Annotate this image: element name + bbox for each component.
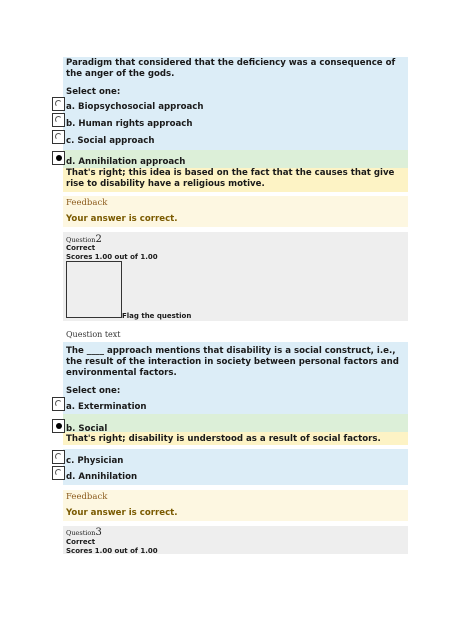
q1-option-c-radio[interactable] xyxy=(52,130,65,144)
q2-score: Scores 1.00 out of 1.00 xyxy=(66,253,158,261)
q2-option-b-label[interactable]: b. Social xyxy=(66,424,108,434)
q1-option-a-label[interactable]: a. Biopsychosocial approach xyxy=(66,102,204,112)
q2-select-label: Select one: xyxy=(66,386,121,396)
q1-prompt: Paradigm that considered that the deficiency was a consequence of the anger of the gods. xyxy=(66,58,396,79)
q1-option-d-radio[interactable] xyxy=(52,151,65,165)
q2-question-text-label: Question text xyxy=(66,330,121,339)
q2-option-d-label[interactable]: d. Annihilation xyxy=(66,472,138,482)
q1-option-d-label[interactable]: d. Annihilation approach xyxy=(66,157,186,167)
q2-option-d-radio[interactable] xyxy=(52,466,65,480)
q3-score: Scores 1.00 out of 1.00 xyxy=(66,547,158,555)
q2-feedback-title: Feedback xyxy=(66,492,108,502)
q2-general-feedback: Your answer is correct. xyxy=(66,508,178,518)
q1-feedback-title: Feedback xyxy=(66,198,108,208)
q2-question-number: 2 xyxy=(95,234,102,245)
q2-option-b-radio[interactable] xyxy=(52,419,65,433)
q2-option-a-radio[interactable] xyxy=(52,397,65,411)
q1-option-b-label[interactable]: b. Human rights approach xyxy=(66,119,193,129)
q1-general-feedback: Your answer is correct. xyxy=(66,214,178,224)
q3-question-word: Question xyxy=(66,529,96,537)
q2-selected-option-bg xyxy=(63,414,408,432)
q1-specific-feedback: That's right; this idea is based on the fact that the causes that give rise to disability have a religious motive. xyxy=(66,168,395,189)
q3-state: Correct xyxy=(66,538,96,546)
q2-option-c-radio[interactable] xyxy=(52,450,65,464)
q1-option-a-radio[interactable] xyxy=(52,97,65,111)
q2-flag-box[interactable] xyxy=(66,261,122,318)
q1-option-b-radio[interactable] xyxy=(52,113,65,127)
q2-option-c-label[interactable]: c. Physician xyxy=(66,456,124,466)
q2-option-a-label[interactable]: a. Extermination xyxy=(66,402,147,412)
q2-question-word: Question xyxy=(66,236,96,244)
q2-state: Correct xyxy=(66,244,96,252)
q1-select-label: Select one: xyxy=(66,87,121,97)
q3-question-heading xyxy=(66,527,102,538)
q2-prompt: The ____ approach mentions that disability is a social construct, i.e., the result of the interaction in society between personal factors and environmental factors. xyxy=(66,346,399,378)
q3-question-number: 3 xyxy=(95,527,102,538)
q2-specific-feedback: That's right; disability is understood as a result of social factors. xyxy=(66,434,381,444)
q2-flag-label[interactable]: Flag the question xyxy=(122,312,192,320)
q1-option-c-label[interactable]: c. Social approach xyxy=(66,136,155,146)
